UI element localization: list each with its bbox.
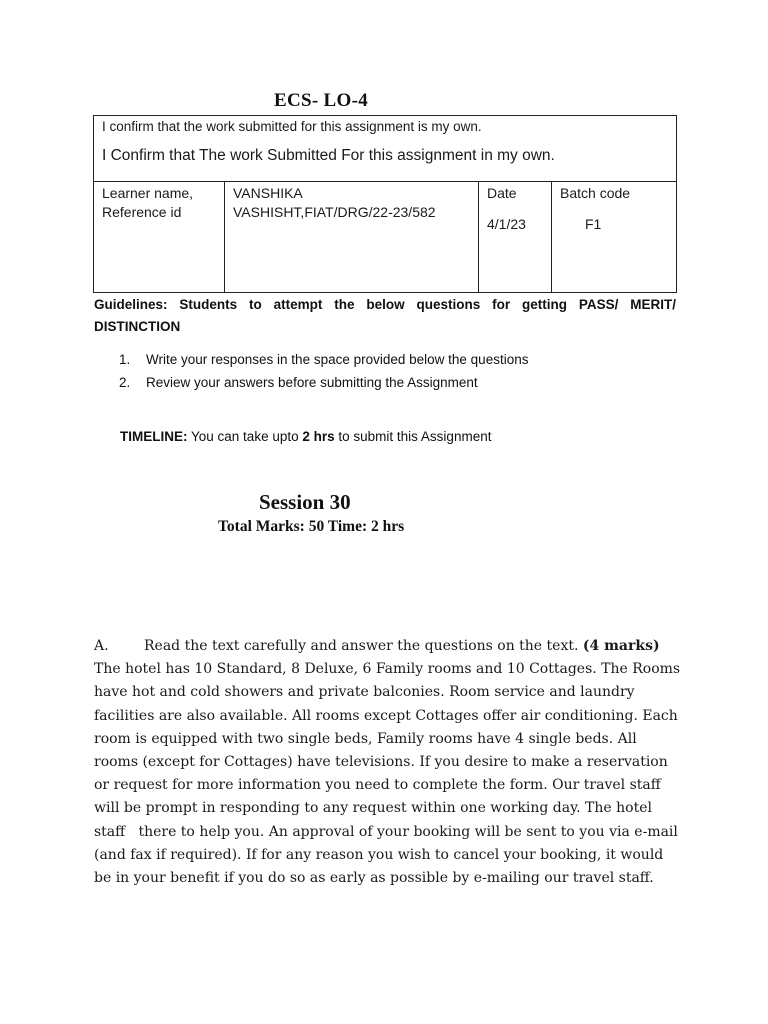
reference-id-value: VASHISHT,FIAT/DRG/22-23/582	[233, 204, 436, 220]
timeline-pre: You can take upto	[187, 429, 303, 444]
batch-cell	[552, 182, 677, 293]
batch-code-value: F1	[585, 216, 602, 232]
guidelines-text: Guidelines: Students to attempt the below questions for getting PASS/ MERIT/ DISTINCTION	[94, 297, 676, 334]
list-item-number: 2.	[119, 375, 131, 390]
instructions-list	[119, 348, 528, 394]
confirmation-cell	[94, 116, 677, 182]
learner-label-cell	[94, 182, 225, 293]
batch-code-label: Batch code	[560, 185, 631, 201]
list-item-text: Write your responses in the space provided below the questions	[146, 352, 529, 367]
question-marks: (4 marks)	[582, 638, 660, 654]
document-title: ECS- LO-4	[274, 90, 369, 111]
date-label: Date	[487, 185, 517, 201]
list-item-text: Review your answers before submitting the Assignment	[146, 375, 478, 390]
learner-value-cell	[225, 182, 479, 293]
date-cell	[479, 182, 552, 293]
date-value: 4/1/23	[487, 216, 526, 232]
learner-name-label: Learner name,	[102, 185, 194, 201]
list-item	[119, 371, 528, 394]
total-marks: Total Marks: 50 Time: 2 hrs	[218, 518, 405, 535]
timeline-label: TIMELINE:	[120, 429, 188, 444]
timeline-hours: 2 hrs	[302, 429, 335, 444]
list-item-number: 1.	[119, 352, 131, 367]
assignment-info-table	[93, 115, 677, 293]
list-item	[119, 348, 528, 371]
timeline-text	[120, 429, 491, 444]
question-text: Read the text carefully and answer the questions on the text.	[144, 638, 583, 654]
question-label: A.	[94, 638, 109, 654]
confirmation-statement-typed: I Confirm that The work Submitted For this assignment in my own.	[102, 147, 555, 164]
question-block	[94, 635, 684, 890]
reference-id-label: Reference id	[102, 204, 182, 220]
session-title: Session 30	[259, 490, 351, 514]
timeline-post: to submit this Assignment	[334, 429, 492, 444]
confirmation-statement: I confirm that the work submitted for this assignment is my own.	[102, 119, 482, 134]
learner-name-value: VANSHIKA	[233, 185, 303, 201]
passage-text: The hotel has 10 Standard, 8 Deluxe, 6 Family rooms and 10 Cottages. The Rooms have hot and cold showers and private balconies. Room service and laundry facilities are also available. All rooms except Cottages offer air conditioning. Each room is equipped with two single beds, Family rooms have 4 single beds. All rooms (except for Cottages) have televisions. If you desire to make a reservation or request for more information you need to complete the form. Our travel staff will be prompt in responding to any request within one working day. The hotel staff there to help you. An approval of your booking will be sent to you via e-mail (and fax if required). If for any reason you wish to cancel your booking, it would be in your benefit if you do so as early as possible by e-mailing our travel staff.	[94, 661, 685, 887]
